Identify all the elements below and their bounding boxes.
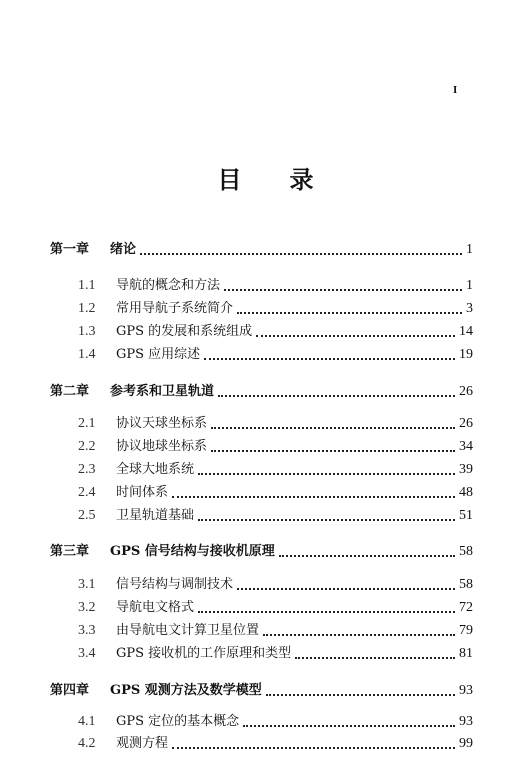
toc-page-number: 51 [459, 508, 473, 523]
toc-section-row [0, 575, 531, 595]
toc-chapter-row [0, 382, 531, 402]
section-number: 2.2 [78, 439, 96, 454]
toc-entry-label [50, 681, 262, 701]
section-number: 3.4 [78, 646, 96, 661]
dot-leader [237, 299, 462, 319]
dot-leader [295, 644, 455, 664]
dot-leader [237, 575, 455, 595]
toc-entry-label [50, 240, 136, 260]
dot-leader [224, 276, 462, 296]
section-title: 全球大地系统 [116, 462, 195, 477]
section-title: 时间体系 [116, 485, 169, 500]
toc-page-number: 99 [459, 736, 473, 751]
toc-section-row [0, 644, 531, 664]
section-number: 2.3 [78, 462, 96, 477]
chapter-number: 第四章 [50, 683, 90, 698]
dot-leader [243, 712, 455, 732]
toc-page-number: 14 [459, 324, 473, 339]
section-title: 常用导航子系统简介 [116, 301, 234, 316]
toc-page-number: 34 [459, 439, 473, 454]
toc-page-number: 19 [459, 347, 473, 362]
section-title: 协议天球坐标系 [116, 416, 208, 431]
toc-entry-label [50, 542, 275, 562]
section-number: 1.2 [78, 301, 96, 316]
dot-leader [198, 460, 455, 480]
section-number: 1.4 [78, 347, 96, 362]
toc-page-number: 26 [459, 384, 473, 399]
toc-entry-label [78, 460, 194, 480]
toc-entry-label [78, 712, 239, 732]
dot-leader [198, 598, 455, 618]
toc-entry-label [50, 382, 214, 402]
section-title: 信号结构与调制技术 [116, 577, 234, 592]
toc-entry-label [78, 483, 168, 503]
section-number: 4.2 [78, 736, 96, 751]
toc-page-number: 26 [459, 416, 473, 431]
toc-section-row [0, 414, 531, 434]
section-number: 2.1 [78, 416, 96, 431]
chapter-title: GPS 信号结构与接收机原理 [110, 544, 275, 559]
toc-page-number: 93 [459, 683, 473, 698]
toc-entry-label [78, 644, 291, 664]
section-number: 1.1 [78, 278, 96, 293]
toc-page-number: 58 [459, 544, 473, 559]
section-number: 2.4 [78, 485, 96, 500]
toc-page-number: 72 [459, 600, 473, 615]
toc-section-row [0, 276, 531, 296]
chapter-number: 第二章 [50, 384, 90, 399]
section-title: 导航电文格式 [116, 600, 195, 615]
section-title: GPS 的发展和系统组成 [116, 324, 253, 339]
section-number: 1.3 [78, 324, 96, 339]
toc-section-row [0, 322, 531, 342]
chapter-number: 第一章 [50, 242, 90, 257]
toc-page-number: 39 [459, 462, 473, 477]
toc-page-number: 48 [459, 485, 473, 500]
section-title: 由导航电文计算卫星位置 [116, 623, 260, 638]
chapter-title: 参考系和卫星轨道 [110, 384, 215, 399]
toc-section-row [0, 621, 531, 641]
dot-leader [211, 437, 455, 457]
toc-entry-label [78, 345, 200, 365]
toc-section-row [0, 345, 531, 365]
toc-page-number: 1 [466, 242, 473, 257]
toc-entry-label [78, 621, 259, 641]
toc-section-row [0, 598, 531, 618]
chapter-number: 第三章 [50, 544, 90, 559]
toc-entry-label [78, 414, 207, 434]
toc-chapter-row [0, 240, 531, 260]
dot-leader [279, 542, 455, 562]
page-number: I [453, 84, 458, 96]
toc-chapter-row [0, 681, 531, 701]
dot-leader [266, 681, 455, 701]
title-left-char: 目 [217, 166, 242, 194]
section-title: GPS 接收机的工作原理和类型 [116, 646, 292, 661]
title-right-char: 录 [289, 166, 314, 194]
dot-leader [172, 483, 455, 503]
section-title: 导航的概念和方法 [116, 278, 221, 293]
dot-leader [204, 345, 455, 365]
toc-entry-label [78, 506, 194, 526]
section-title: 卫星轨道基础 [116, 508, 195, 523]
toc-entry-label [78, 322, 252, 342]
toc-entry-label [78, 437, 207, 457]
toc-entry-label [78, 276, 220, 296]
toc-page-number: 3 [466, 301, 473, 316]
toc-entry-label [78, 734, 168, 754]
section-number: 2.5 [78, 508, 96, 523]
section-number: 3.2 [78, 600, 96, 615]
toc-chapter-row [0, 542, 531, 562]
toc-section-row [0, 460, 531, 480]
dot-leader [198, 506, 455, 526]
section-title: 协议地球坐标系 [116, 439, 208, 454]
toc-page-number: 1 [466, 278, 473, 293]
toc-page-number: 58 [459, 577, 473, 592]
toc-section-row [0, 299, 531, 319]
chapter-title: GPS 观测方法及数学模型 [110, 683, 262, 698]
section-title: GPS 定位的基本概念 [116, 714, 240, 729]
dot-leader [256, 322, 455, 342]
section-number: 4.1 [78, 714, 96, 729]
toc-entry-label [78, 598, 194, 618]
toc-entry-label [78, 299, 233, 319]
toc-section-row [0, 506, 531, 526]
toc-section-row [0, 437, 531, 457]
toc-section-row [0, 712, 531, 732]
toc-page-number: 81 [459, 646, 473, 661]
toc-section-row [0, 483, 531, 503]
dot-leader [211, 414, 455, 434]
toc-entry-label [78, 575, 233, 595]
dot-leader [263, 621, 455, 641]
toc-section-row [0, 734, 531, 754]
toc-page-number: 93 [459, 714, 473, 729]
section-number: 3.3 [78, 623, 96, 638]
section-title: 观测方程 [116, 736, 169, 751]
dot-leader [140, 240, 462, 260]
dot-leader [172, 734, 455, 754]
section-title: GPS 应用综述 [116, 347, 201, 362]
section-number: 3.1 [78, 577, 96, 592]
dot-leader [218, 382, 455, 402]
chapter-title: 绪论 [110, 242, 137, 257]
toc-page-number: 79 [459, 623, 473, 638]
